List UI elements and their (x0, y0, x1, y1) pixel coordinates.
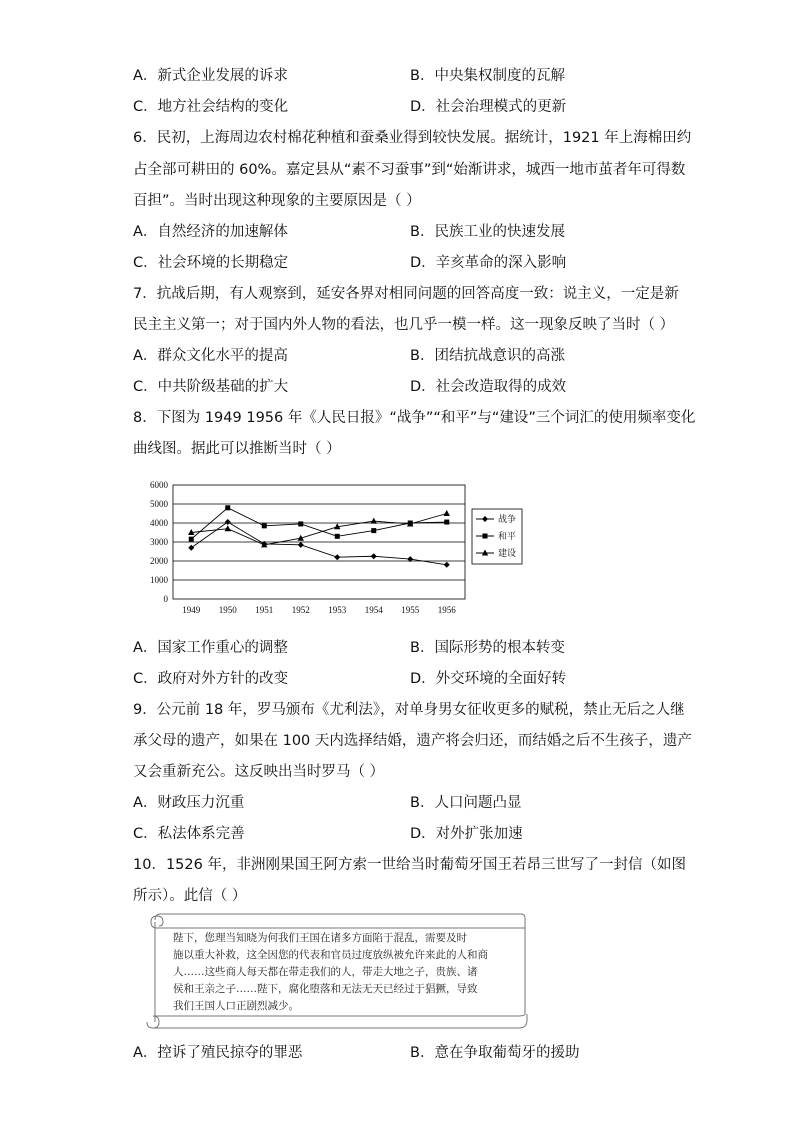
q8-stem-line-1: 8．下图为 1949 1956 年《人民日报》“战争”“和平”与“建设”三个词汇的使用频率变化 (133, 410, 696, 426)
q6-stem-line-3: 百担”。当时出现这种现象的主要原因是（ ） (133, 193, 421, 209)
data-point-diamond (188, 545, 194, 551)
q7-option-a: A．群众文化水平的提高 (133, 348, 288, 364)
q8-option-c: C．政府对外方针的改变 (133, 671, 289, 687)
q6-option-b: B．民族工业的快速发展 (410, 224, 565, 240)
q9-stem-line-3: 又会重新充公。这反映出当时罗马（ ） (133, 764, 385, 780)
x-tick-label: 1951 (255, 605, 274, 615)
q7-option-c: C．中共阶级基础的扩大 (133, 379, 289, 395)
letter-line-3: 人……这些商人每天都在带走我们的人，带走大地之子，贵族、诸 (173, 966, 478, 978)
x-tick-label: 1956 (437, 605, 456, 615)
q10-stem-line-2: 所示）。此信（ ） (133, 888, 247, 904)
q8-option-b: B．国际形势的根本转变 (410, 640, 565, 656)
letter-line-1: 陛下，您理当知晓为何我们王国在诸多方面陷于混乱，需要及时 (173, 932, 467, 944)
q9-stem-line-1: 9．公元前 18 年，罗马颁布《尤利法》，对单身男女征收更多的赋税，禁止无后之人继 (133, 702, 685, 718)
y-tick-label: 0 (163, 594, 168, 604)
q7-option-d: D．社会改造取得的成效 (410, 379, 567, 395)
q8-option-d: D．外交环境的全面好转 (410, 671, 567, 687)
q9-option-c: C．私法体系完善 (133, 826, 245, 842)
q5-option-b: B．中央集权制度的瓦解 (410, 68, 565, 84)
data-point-square (444, 520, 449, 525)
data-point-square (225, 505, 230, 510)
q6-option-c: C．社会环境的长期稳定 (133, 255, 289, 271)
data-point-square (298, 521, 303, 526)
word-frequency-chart (133, 475, 533, 625)
q9-option-a: A．财政压力沉重 (133, 795, 245, 811)
q8-stem-line-2: 曲线图。据此可以推断当时（ ） (133, 441, 341, 457)
q8-option-a: A．国家工作重心的调整 (133, 640, 288, 656)
q9-option-b: B．人口问题凸显 (410, 795, 522, 811)
data-point-diamond (444, 562, 450, 568)
letter-line-4: 侯和王亲之子……陛下，腐化堕落和无法无天已经过于猖獗，导致 (173, 983, 478, 995)
data-point-triangle (444, 510, 450, 516)
y-tick-label: 6000 (150, 480, 168, 490)
data-point-diamond (225, 519, 231, 525)
data-point-triangle (225, 525, 231, 531)
y-tick-label: 3000 (150, 537, 168, 547)
data-point-square (189, 537, 194, 542)
x-tick-label: 1954 (364, 605, 383, 615)
letter-line-5: 我们王国人口正剧烈减少。 (173, 1000, 299, 1012)
q9-option-d: D．对外扩张加速 (410, 826, 523, 842)
q5-option-d: D．社会治理模式的更新 (410, 99, 567, 115)
x-tick-label: 1949 (182, 605, 201, 615)
letter-text (173, 930, 513, 1015)
data-point-square (262, 523, 267, 528)
data-point-diamond (371, 553, 377, 559)
data-point-diamond (334, 554, 340, 560)
chart-svg (133, 475, 533, 625)
x-tick-label: 1953 (328, 605, 347, 615)
q6-option-d: D．辛亥革命的深入影响 (410, 255, 567, 271)
q5-option-c: C．地方社会结构的变化 (133, 99, 289, 115)
data-point-diamond (298, 542, 304, 548)
q7-option-b: B．团结抗战意识的高涨 (410, 348, 565, 364)
x-tick-label: 1950 (218, 605, 237, 615)
x-tick-label: 1955 (401, 605, 420, 615)
q6-stem-line-2: 占全部可耕田的 60%。嘉定县从“素不习蚕事”到“始渐讲求，城西一地市茧者年可得数 (133, 162, 686, 178)
q9-stem-line-2: 承父母的遗产，如果在 100 天内选择结婚，遗产将会归还，而结婚之后不生孩子，遗产 (133, 733, 692, 749)
q7-stem-line-2: 民主主义第一；对于国内外人物的看法，也几乎一模一样。这一现象反映了当时（ ） (133, 317, 675, 333)
q10-option-b: B．意在争取葡萄牙的援助 (410, 1045, 580, 1061)
q5-option-a: A．新式企业发展的诉求 (133, 68, 288, 84)
q10-option-a: A．控诉了殖民掠夺的罪恶 (133, 1045, 303, 1061)
data-point-triangle (371, 518, 377, 524)
legend-label: 战争 (498, 515, 517, 525)
legend-marker (483, 534, 488, 539)
y-tick-label: 4000 (150, 518, 168, 528)
legend-label: 和平 (498, 532, 517, 542)
letter-line-2: 施以重大补救，这全因您的代表和官员过度放纵被允许来此的人和商 (173, 949, 488, 961)
q10-stem-line-1: 10．1526 年，非洲刚果国王阿方索一世给当时葡萄牙国王若昂三世写了一封信（如图 (133, 857, 686, 873)
y-tick-label: 5000 (150, 499, 168, 509)
y-tick-label: 1000 (150, 575, 168, 585)
q6-option-a: A．自然经济的加速解体 (133, 224, 288, 240)
data-point-square (335, 534, 340, 539)
q7-stem-line-1: 7．抗战后期，有人观察到，延安各界对相同问题的回答高度一致：说主义，一定是新 (133, 286, 679, 302)
letter-scroll-image (143, 912, 533, 1030)
legend-label: 建设 (498, 549, 517, 559)
q6-stem-line-1: 6．民初，上海周边农村棉花种植和蚕桑业得到较快发展。据统计，1921 年上海棉田约 (133, 130, 692, 146)
y-tick-label: 2000 (150, 556, 168, 566)
data-point-square (371, 528, 376, 533)
x-tick-label: 1952 (291, 605, 310, 615)
